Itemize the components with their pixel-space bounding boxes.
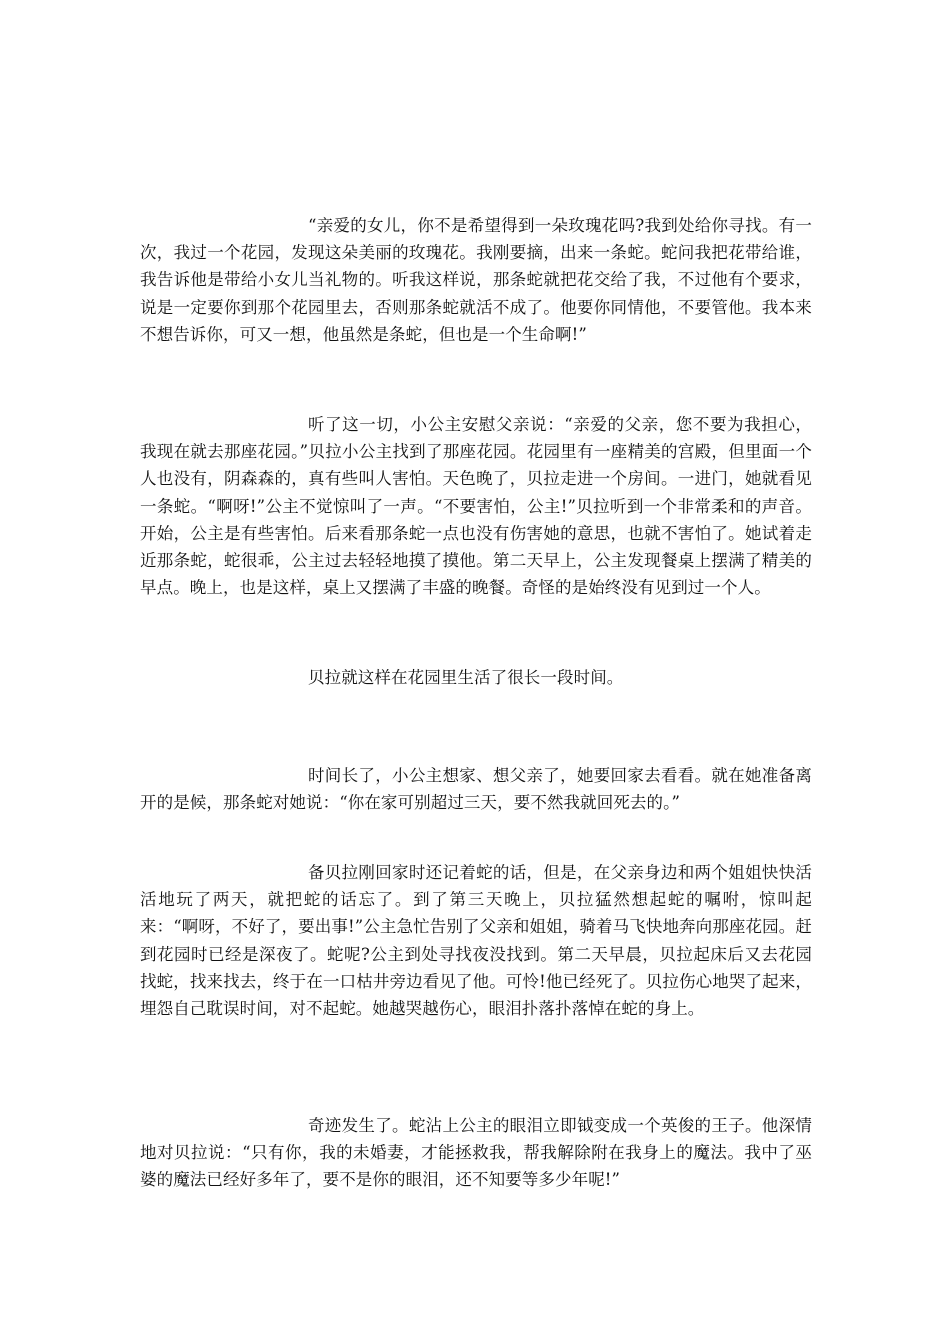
paragraph-father-letter: “亲爱的女儿，你不是希望得到一朵玫瑰花吗?我到处给你寻找。有一次，我过一个花园，发现这朵美丽的玫瑰花。我刚要摘，出来一条蛇。蛇问我把花带给谁，我告诉他是带给小女儿当礼物的。听我这样说，那条蛇就把花交给了我，不过他有个要求，说是一定要你到那个花园里去，否则那条蛇就活不成了。他要你同情他，不要管他。我本来不想告诉你，可又一想，他虽然是条蛇，但也是一个生命啊!” [140, 216, 812, 344]
paragraph-princess-goes-to-garden: 听了这一切，小公主安慰父亲说：“亲爱的父亲，您不要为我担心，我现在就去那座花园。”贝拉小公主找到了那座花园。花园里有一座精美的宫殿，但里面一个人也没有，阴森森的，真有些叫人害怕。天色晚了，贝拉走进一个房间。一进门，她就看见一条蛇。“啊呀!”公主不觉惊叫了一声。“不要害怕，公主!”贝拉听到一个非常柔和的声音。开始，公主是有些害怕。后来看那条蛇一点也没有伤害她的意思，也就不害怕了。她试着走近那条蛇，蛇很乖，公主过去轻轻地摸了摸他。第二天早上，公主发现餐桌上摆满了精美的早点。晚上，也是这样，桌上又摆满了丰盛的晚餐。奇怪的是始终没有见到过一个人。 [140, 415, 812, 598]
paragraph-snake-warning: 时间长了，小公主想家、想父亲了，她要回家去看看。就在她准备离开的是候，那条蛇对她说：“你在家可别超过三天，要不然我就回死去的。” [140, 766, 812, 813]
paragraph-prince-transformation: 奇迹发生了。蛇沾上公主的眼泪立即钺变成一个英俊的王子。他深情地对贝拉说：“只有你，我的未婚妻，才能拯救我，帮我解除附在我身上的魔法。我中了巫婆的魔法已经好多年了，要不是你的眼泪，还不知要等多少年呢!” [140, 1116, 812, 1190]
paragraph-snake-dies: 备贝拉刚回家时还记着蛇的话，但是，在父亲身边和两个姐姐快快活活地玩了两天，就把蛇的话忘了。到了第三天晚上，贝拉猛然想起蛇的嘱咐，惊叫起来：“啊呀，不好了，要出事!”公主急忙告别了父亲和姐姐，骑着马飞快地奔向那座花园。赶到花园时已经是深夜了。蛇呢?公主到处寻找夜没找到。第二天早晨，贝拉起床后又去花园找蛇，找来找去，终于在一口枯井旁边看见了他。可怜!他已经死了。贝拉伤心地哭了起来，埋怨自己耽误时间，对不起蛇。她越哭越伤心，眼泪扑落扑落悼在蛇的身上。 [140, 863, 812, 1019]
paragraph-long-time-in-garden: 贝拉就这样在花园里生活了很长一段时间。 [308, 668, 624, 687]
